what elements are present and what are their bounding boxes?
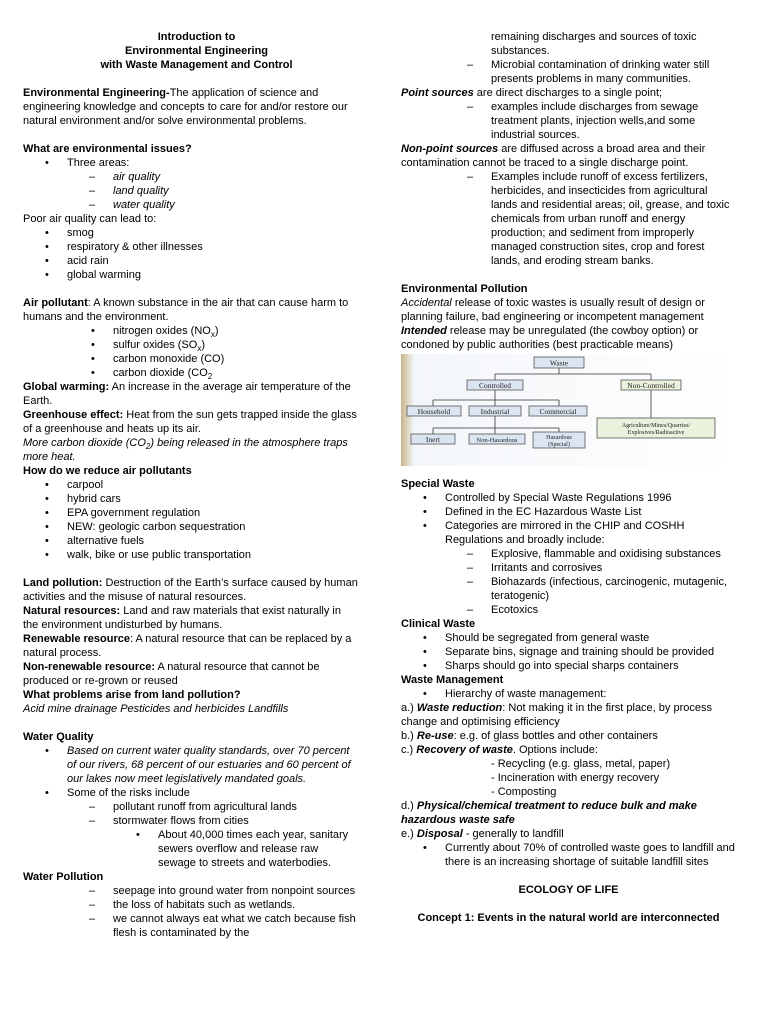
pollutant-name: sulfur oxides (SO [113, 339, 198, 351]
recovery-option: - Incineration with energy recovery [491, 772, 660, 784]
clinical-heading: Clinical Waste [401, 618, 476, 630]
point-sources-term: Point sources [401, 87, 474, 99]
point-sources [401, 86, 736, 100]
physical-treatment-term: Physical/chemical treatment to reduce bulk and make hazardous waste safe [401, 800, 697, 826]
microbial-item: – Microbial contamination of drinking water still presents problems in many communities. [491, 58, 736, 86]
land-pollution-def: Destruction of the Earth’s surface caused by human activities and the misuse of natural resources. [23, 577, 358, 603]
special-sub-item: – Explosive, flammable and oxidising substances [491, 547, 736, 561]
special-sub-item: – Biohazards (infectious, carcinogenic, mutagenic, teratogenic) [491, 575, 736, 603]
poor-air-text: Poor air quality can lead to: [23, 213, 157, 225]
item-prefix: e.) [401, 828, 417, 840]
clinical-item: • Separate bins, signage and training should be provided [445, 645, 736, 659]
disposal [401, 827, 736, 841]
recovery-option: - Composting [491, 786, 557, 798]
air-pollutant-definition [23, 296, 358, 324]
hazardous-label: Hazardous [546, 435, 572, 441]
physical-treatment [401, 799, 736, 827]
reduce-item: • walk, bike or use public transportation [67, 548, 358, 562]
waste-reduction [401, 701, 736, 729]
pollutant-item [113, 352, 358, 366]
reduce-item: • alternative fuels [67, 534, 358, 548]
non-controlled-label: Non-Controlled [627, 381, 675, 390]
recovery [401, 743, 736, 757]
effect-item: • global warming [67, 268, 358, 282]
intended-release [401, 324, 736, 352]
co2-note-a: More carbon dioxide (CO [23, 437, 146, 449]
water-pollution-item: – we cannot always eat what we catch because fish flesh is contaminated by the [113, 912, 358, 940]
special-item: • Defined in the EC Hazardous Waste List [445, 505, 736, 519]
nonrenewable-def: A natural resource that cannot be produced or re-grown or reused [23, 661, 320, 687]
co2-note-sub: 2 [145, 442, 151, 452]
air-pollutant-term: Air pollutant [23, 297, 88, 309]
pollutant-item [113, 366, 358, 380]
left-column [23, 30, 358, 940]
intended-term: Intended [401, 325, 447, 337]
re-use-term: Re-use [416, 730, 454, 742]
commercial-label: Commercial [539, 407, 577, 416]
waste-label: Waste [549, 358, 569, 368]
reduce-heading: How do we reduce air pollutants [23, 465, 192, 477]
recovery-term: Recovery of waste [416, 744, 513, 756]
renewable-def: : A natural resource that can be replaced by a natural process. [23, 633, 352, 659]
land-problems-answer: Acid mine drainage Pesticides and herbicides Landfills [23, 703, 289, 715]
item-prefix: d.) [401, 800, 417, 812]
global-warming-def: An increase in the average air temperature of the Earth. [23, 381, 351, 407]
reduce-item: • carpool [67, 478, 358, 492]
intended-def: release may be unregulated (the cowboy option) or condoned by public authorities (best practicable means) [401, 325, 699, 351]
clinical-item: • Should be segregated from general waste [445, 631, 736, 645]
special-label: (Special) [548, 442, 570, 448]
accidental-release [401, 296, 736, 324]
issues-heading: What are environmental issues? [23, 143, 192, 155]
natural-resources-term: Natural resources: [23, 605, 121, 617]
pollutant-end: ) [214, 325, 219, 337]
waste-classification-diagram [401, 354, 736, 466]
pollutant-name: carbon monoxide (CO) [113, 353, 225, 365]
special-item: • Controlled by Special Waste Regulations 1996 [445, 491, 736, 505]
pollutant-item [113, 338, 358, 352]
title-line-3: with Waste Management and Control [100, 59, 293, 71]
agriculture-label: Agriculture/Mines/Quarries/ [621, 423, 691, 429]
item-prefix: a.) [401, 702, 417, 714]
explosives-label: Explosives/Radioactive [627, 430, 685, 436]
water-quality-heading: Water Quality [23, 731, 94, 743]
item-prefix: c.) [401, 744, 417, 756]
renewable-term: Renewable resource [23, 633, 130, 645]
re-use-def: : e.g. of glass bottles and other containers [453, 730, 658, 742]
renewable-definition [23, 632, 358, 660]
water-pollution-heading: Water Pollution [23, 871, 104, 883]
reduce-item: • EPA government regulation [67, 506, 358, 520]
co2-note [23, 436, 358, 464]
global-warming-definition [23, 380, 358, 408]
water-pollution-item: – the loss of habitats such as wetlands. [113, 898, 358, 912]
pollutant-end: ) [201, 339, 206, 351]
nonrenewable-definition [23, 660, 358, 688]
land-pollution-definition [23, 576, 358, 604]
nonpoint-example: – Examples include runoff of excess fertilizers, herbicides, and insecticides from agricultural lands and residential areas; oil, grease, and toxic chemicals from urban runoff and energy production; and sediment from improperly managed construction sites, crop and forest lands, and eroding stream banks. [491, 170, 736, 268]
special-item: • Categories are mirrored in the CHIP and COSHH Regulations and broadly include: [445, 519, 736, 547]
landfill-item: • Currently about 70% of controlled waste goes to landfill and there is an increasing shortage of suitable landfill sites [445, 841, 736, 869]
greenhouse-definition [23, 408, 358, 436]
special-sub-item: – Ecotoxics [491, 603, 736, 617]
air-pollutant-def: : A known substance in the air that can cause harm to humans and the environment. [23, 297, 349, 323]
effect-item: • respiratory & other illnesses [67, 240, 358, 254]
pollutant-item [113, 324, 358, 338]
env-eng-definition [23, 86, 358, 128]
special-waste-heading: Special Waste [401, 478, 475, 490]
point-example: – examples include discharges from sewage treatment plants, injection wells,and some industrial sources. [491, 100, 736, 142]
special-sub-item: – Irritants and corrosives [491, 561, 736, 575]
area-land: – land quality [113, 184, 358, 198]
recovery-def: . Options include: [512, 744, 598, 756]
point-sources-def: are direct discharges to a single point; [473, 87, 663, 99]
env-eng-def: The application of science and engineering knowledge and concepts to care for and/or restore our natural environment and/or solve environmental problems. [23, 87, 348, 127]
risk-item: – pollutant runoff from agricultural lands [113, 800, 358, 814]
area-water: – water quality [113, 198, 358, 212]
env-eng-term: Environmental Engineering- [23, 87, 170, 99]
pollutant-name: nitrogen oxides (NO [113, 325, 211, 337]
pollutant-sub: x [197, 344, 202, 354]
water-pollution-item: – seepage into ground water from nonpoint sources [113, 884, 358, 898]
land-pollution-term: Land pollution: [23, 577, 103, 589]
nonpoint-sources-def: are diffused across a broad area and their contamination cannot be traced to a single discharge point. [401, 143, 706, 169]
co2-note-b: ) being released in the atmosphere traps more heat. [23, 437, 348, 463]
reduce-item: • hybrid cars [67, 492, 358, 506]
household-label: Household [417, 407, 451, 416]
item-prefix: b.) [401, 730, 417, 742]
risk-item: – stormwater flows from cities [113, 814, 358, 828]
clinical-item: • Sharps should go into special sharps containers [445, 659, 736, 673]
effect-item: • smog [67, 226, 358, 240]
nonrenewable-term: Non-renewable resource: [23, 661, 156, 673]
effect-item: • acid rain [67, 254, 358, 268]
land-problems-heading: What problems arise from land pollution? [23, 689, 241, 701]
accidental-term: Accidental [401, 297, 452, 309]
non-hazardous-label: Non-Hazardous [476, 437, 518, 444]
recovery-option: - Recycling (e.g. glass, metal, paper) [491, 758, 671, 770]
greenhouse-term: Greenhouse effect: [23, 409, 124, 421]
disposal-def: - generally to landfill [462, 828, 564, 840]
natural-resources-definition [23, 604, 358, 632]
three-areas: • Three areas: [67, 156, 358, 170]
hierarchy-item: • Hierarchy of waste management: [445, 687, 736, 701]
continued-text: remaining discharges and sources of toxic substances. [491, 31, 697, 57]
title-line-2: Environmental Engineering [124, 45, 269, 57]
controlled-label: Controlled [478, 381, 512, 390]
title-line-1: Introduction to [157, 31, 236, 43]
pollutant-sub: x [210, 330, 215, 340]
waste-reduction-def: : Not making it in the first place, by process change and optimising efficiency [401, 702, 712, 728]
ecology-heading: ECOLOGY OF LIFE [518, 884, 619, 896]
reduce-item: • NEW: geologic carbon sequestration [67, 520, 358, 534]
natural-resources-def: Land and raw materials that exist naturally in the environment undisturbed by humans. [23, 605, 341, 631]
pollutant-sub: 2 [207, 372, 213, 382]
risks-item: • Some of the risks include [67, 786, 358, 800]
nonpoint-sources-term: Non-point sources [401, 143, 499, 155]
nonpoint-sources [401, 142, 736, 170]
management-heading: Waste Management [401, 674, 504, 686]
disposal-term: Disposal [416, 828, 463, 840]
sewer-item: • About 40,000 times each year, sanitary sewers overflow and release raw sewage to streets and waterbodies. [158, 828, 358, 870]
area-air: – air quality [113, 170, 358, 184]
pollutant-name: carbon dioxide (CO [113, 367, 208, 379]
accidental-def: release of toxic wastes is usually result of design or planning failure, bad engineering or incompetent management [401, 297, 705, 323]
right-column [401, 30, 736, 925]
doc-title [23, 30, 358, 72]
concept-heading: Concept 1: Events in the natural world are interconnected [417, 912, 720, 924]
water-standard: • Based on current water quality standards, over 70 percent of our rivers, 68 percent of our estuaries and 60 percent of our lakes now meet legislatively mandated goals. [67, 744, 358, 786]
greenhouse-def: Heat from the sun gets trapped inside the glass of a greenhouse and heats up its air. [23, 409, 357, 435]
re-use [401, 729, 736, 743]
inert-label: Inert [425, 435, 441, 444]
env-pollution-heading: Environmental Pollution [401, 283, 528, 295]
global-warming-term: Global warming: [23, 381, 110, 393]
industrial-label: Industrial [480, 407, 510, 416]
waste-reduction-term: Waste reduction [416, 702, 503, 714]
